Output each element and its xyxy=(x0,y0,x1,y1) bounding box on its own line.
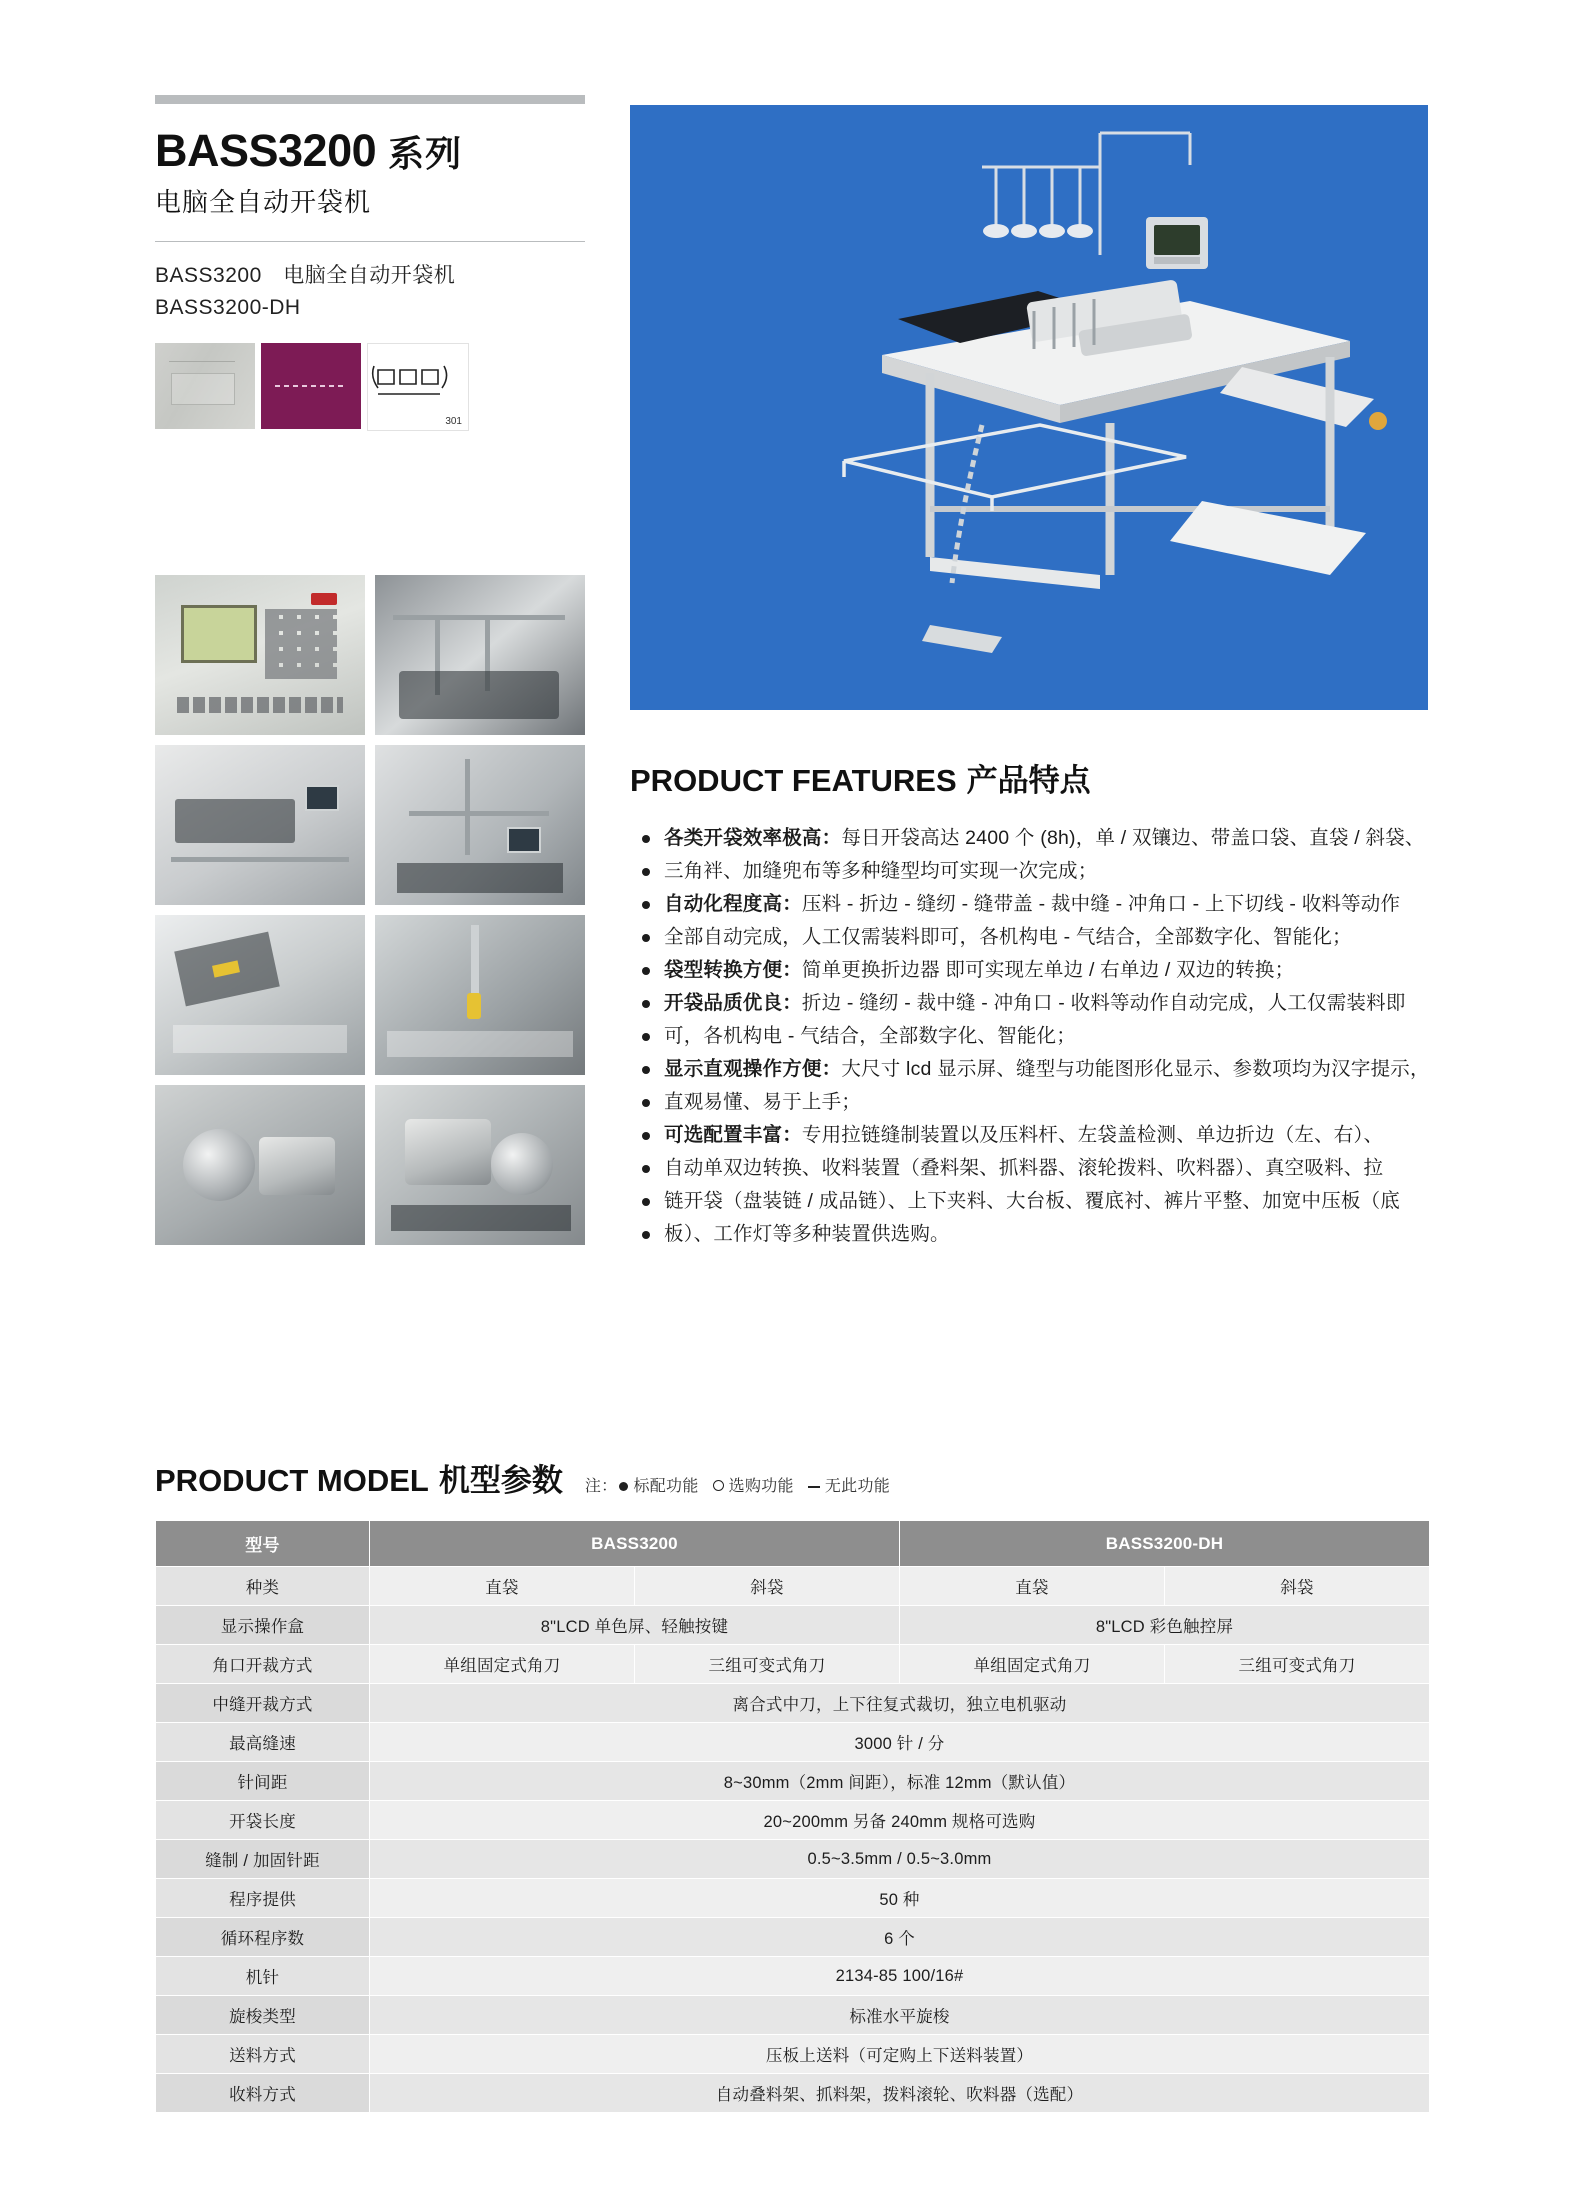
row-cell: 3000 针 / 分 xyxy=(370,1723,1430,1762)
row-label: 程序提供 xyxy=(156,1879,370,1918)
row-cell: 8~30mm（2mm 间距），标准 12mm（默认值） xyxy=(370,1762,1430,1801)
feature-text: 直观易懂、易于上手； xyxy=(664,1091,862,1113)
feature-item xyxy=(630,954,1430,987)
legend-none-icon xyxy=(808,1486,820,1488)
table-header-row xyxy=(156,1521,1430,1567)
row-cell: 斜袋 xyxy=(1165,1567,1430,1606)
table-row xyxy=(156,1840,1430,1879)
table-row xyxy=(156,1723,1430,1762)
title-series: 系列 xyxy=(388,133,463,174)
feature-item xyxy=(630,1086,1430,1119)
legend-none-label: 无此功能 xyxy=(824,1478,891,1495)
feature-text: 折边 - 缝纫 - 裁中缝 - 冲角口 - 收料等动作自动完成，人工仅需装料即 xyxy=(801,992,1406,1014)
table-row xyxy=(156,1918,1430,1957)
features-heading-cn: 产品特点 xyxy=(966,763,1091,798)
row-label: 开袋长度 xyxy=(156,1801,370,1840)
row-label: 角口开裁方式 xyxy=(156,1645,370,1684)
page-subtitle: 电脑全自动开袋机 xyxy=(155,186,372,217)
title-model: BASS3200 xyxy=(155,125,377,176)
photo-sewing-mechanism xyxy=(375,575,585,735)
row-label: 显示操作盒 xyxy=(156,1606,370,1645)
feature-item xyxy=(630,855,1430,888)
feature-text: 全部自动完成，人工仅需装料即可，各机构电 - 气结合，全部数字化、智能化； xyxy=(664,926,1352,948)
model-heading-cn: 机型参数 xyxy=(438,1463,563,1498)
feature-text: 压料 - 折边 - 缝纫 - 缝带盖 - 裁中缝 - 冲角口 - 上下切线 - 收料等动作 xyxy=(801,893,1401,915)
product-features-section xyxy=(630,755,1430,1251)
model-name-line-1: BASS3200 电脑全自动开袋机 xyxy=(155,263,456,287)
row-label: 机针 xyxy=(156,1957,370,1996)
photo-vacuum-pump xyxy=(155,1085,365,1245)
row-cell: 20~200mm 另备 240mm 规格可选购 xyxy=(370,1801,1430,1840)
page-title xyxy=(155,126,585,176)
hero-product-image xyxy=(630,105,1428,710)
table-row xyxy=(156,1567,1430,1606)
feature-text: 简单更换折边器 即可实现左单边 / 右单边 / 双边的转换； xyxy=(801,959,1295,981)
row-cell: 0.5~3.5mm / 0.5~3.0mm xyxy=(370,1840,1430,1879)
row-label: 种类 xyxy=(156,1567,370,1606)
features-heading xyxy=(630,755,1430,800)
model-heading-en: PRODUCT MODEL xyxy=(155,1463,429,1498)
photo-machine-left-view xyxy=(155,745,365,905)
features-list xyxy=(630,822,1430,1251)
table-row xyxy=(156,1996,1430,2035)
row-cell: 三组可变式角刀 xyxy=(1165,1645,1430,1684)
table-row xyxy=(156,1645,1430,1684)
row-cell: 8"LCD 单色屏、轻触按键 xyxy=(370,1606,900,1645)
feature-item xyxy=(630,1020,1430,1053)
feature-text: 自动单双边转换、收料装置（叠料架、抓料器、滚轮拨料、吹料器）、真空吸料、拉 xyxy=(664,1157,1384,1179)
table-row xyxy=(156,1879,1430,1918)
row-label: 旋梭类型 xyxy=(156,1996,370,2035)
header-col-bass3200: BASS3200 xyxy=(370,1521,900,1567)
feature-item xyxy=(630,1053,1430,1086)
title-top-rule xyxy=(155,95,585,104)
header-col-bass3200dh: BASS3200-DH xyxy=(900,1521,1430,1567)
row-cell: 单组固定式角刀 xyxy=(900,1645,1165,1684)
row-label: 送料方式 xyxy=(156,2035,370,2074)
legend-standard-icon xyxy=(619,1482,628,1491)
purple-stitch-sample-image xyxy=(261,343,361,429)
legend-standard-label: 标配功能 xyxy=(633,1478,699,1495)
feature-text: 每日开袋高达 2400 个 (8h)，单 / 双镶边、带盖口袋、直袋 / 斜袋、 xyxy=(841,827,1425,849)
feature-text: 三角袢、加缝兜布等多种缝型均可实现一次完成； xyxy=(664,860,1098,882)
table-legend xyxy=(585,1473,890,1496)
title-bottom-rule xyxy=(155,241,585,242)
feature-lead: 袋型转换方便： xyxy=(664,959,802,981)
row-cell: 50 种 xyxy=(370,1879,1430,1918)
row-cell: 单组固定式角刀 xyxy=(370,1645,635,1684)
row-cell: 8"LCD 彩色触控屏 xyxy=(900,1606,1430,1645)
row-cell: 斜袋 xyxy=(635,1567,900,1606)
photo-needle-nozzle xyxy=(375,915,585,1075)
spec-table-body xyxy=(156,1567,1430,2113)
feature-item xyxy=(630,1152,1430,1185)
header-model-label: 型号 xyxy=(156,1521,370,1567)
legend-optional-icon xyxy=(713,1480,724,1491)
feature-item xyxy=(630,1185,1430,1218)
feature-item xyxy=(630,1218,1430,1251)
feature-lead: 自动化程度高： xyxy=(664,893,802,915)
table-row xyxy=(156,1957,1430,1996)
feature-lead: 开袋品质优良： xyxy=(664,992,802,1014)
row-cell: 标准水平旋梭 xyxy=(370,1996,1430,2035)
feature-item xyxy=(630,1119,1430,1152)
feature-text: 专用拉链缝制装置以及压料杆、左袋盖检测、单边折边（左、右）、 xyxy=(801,1124,1384,1146)
photo-blower-unit xyxy=(375,1085,585,1245)
stitch-code-label: 301 xyxy=(445,415,462,427)
photo-folder-arm xyxy=(375,745,585,905)
sample-swatches xyxy=(155,343,585,431)
table-row xyxy=(156,1801,1430,1840)
model-heading xyxy=(155,1455,563,1500)
row-cell: 6 个 xyxy=(370,1918,1430,1957)
table-row xyxy=(156,2074,1430,2113)
table-row xyxy=(156,2035,1430,2074)
legend-optional-label: 选购功能 xyxy=(728,1478,794,1495)
row-cell: 直袋 xyxy=(900,1567,1165,1606)
feature-lead: 显示直观操作方便： xyxy=(664,1058,842,1080)
row-cell: 直袋 xyxy=(370,1567,635,1606)
spec-table-head xyxy=(156,1521,1430,1567)
feature-lead: 可选配置丰富： xyxy=(664,1124,802,1146)
feature-item xyxy=(630,822,1430,855)
feature-item xyxy=(630,888,1430,921)
row-cell: 自动叠料架、抓料架，拨料滚轮、吹料器（选配） xyxy=(370,2074,1430,2113)
feature-text: 板）、工作灯等多种装置供选购。 xyxy=(664,1223,950,1245)
row-label: 中缝开裁方式 xyxy=(156,1684,370,1723)
photo-control-panel xyxy=(155,575,365,735)
row-label: 收料方式 xyxy=(156,2074,370,2113)
row-label: 最高缝速 xyxy=(156,1723,370,1762)
fabric-sample-image xyxy=(155,343,255,429)
feature-text: 链开袋（盘装链 / 成品链）、上下夹料、大台板、覆底衬、裤片平整、加宽中压板（底 xyxy=(664,1190,1401,1212)
stitch-diagram xyxy=(367,343,469,431)
table-row xyxy=(156,1606,1430,1645)
product-photo-grid xyxy=(155,575,585,1245)
row-label: 循环程序数 xyxy=(156,1918,370,1957)
table-row xyxy=(156,1684,1430,1723)
feature-item xyxy=(630,987,1430,1020)
feature-text: 大尺寸 lcd 显示屏、缝型与功能图形化显示、参数项均为汉字提示， xyxy=(841,1058,1430,1080)
feature-text: 可，各机构电 - 气结合，全部数字化、智能化； xyxy=(664,1025,1076,1047)
row-cell: 2134-85 100/16# xyxy=(370,1957,1430,1996)
photo-corner-knife xyxy=(155,915,365,1075)
features-heading-en: PRODUCT FEATURES xyxy=(630,763,957,798)
product-model-heading-row xyxy=(155,1455,1430,1500)
legend-prefix: 注： xyxy=(584,1478,618,1495)
row-cell: 压板上送料（可定购上下送料装置） xyxy=(370,2035,1430,2074)
feature-lead: 各类开袋效率极高： xyxy=(664,827,842,849)
row-cell: 三组可变式角刀 xyxy=(635,1645,900,1684)
row-cell: 离合式中刀，上下往复式裁切，独立电机驱动 xyxy=(370,1684,1430,1723)
table-row xyxy=(156,1762,1430,1801)
header-block xyxy=(155,95,585,431)
feature-item xyxy=(630,921,1430,954)
spec-table xyxy=(155,1520,1430,2113)
model-name-line-2: BASS3200-DH xyxy=(155,296,301,320)
row-label: 缝制 / 加固针距 xyxy=(156,1840,370,1879)
row-label: 针间距 xyxy=(156,1762,370,1801)
